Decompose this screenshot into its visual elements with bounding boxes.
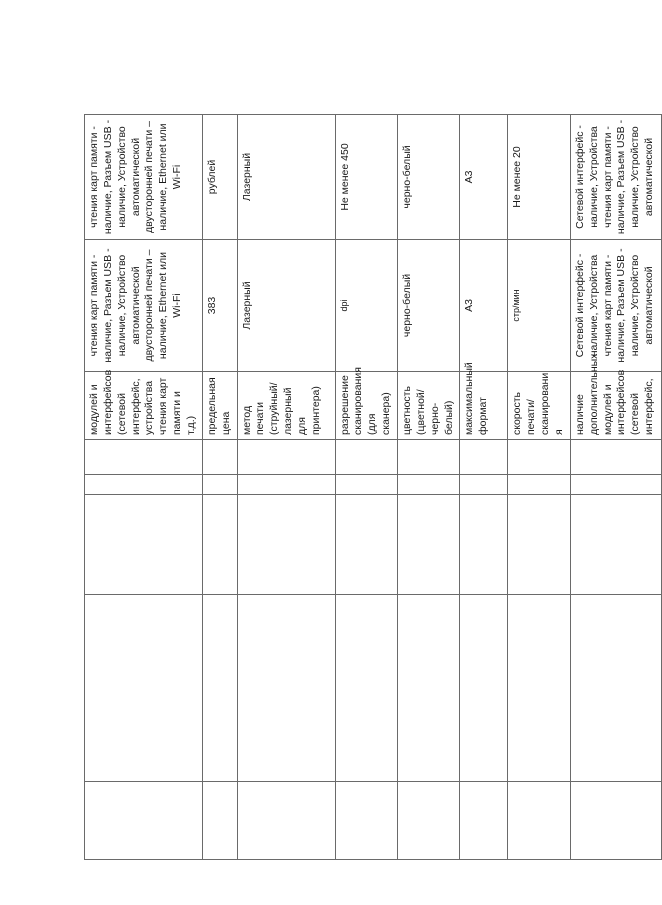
table-row bbox=[508, 115, 570, 860]
empty-cell bbox=[335, 595, 397, 782]
empty-cell bbox=[237, 782, 335, 860]
empty-cell bbox=[508, 475, 570, 495]
empty-cell bbox=[85, 782, 203, 860]
table-row bbox=[85, 115, 203, 860]
empty-cell bbox=[570, 595, 661, 782]
value1-cell: чтения карт памяти - наличие, Разъем USB - наличие, Устройство автоматической двусторонней печати – наличие, Ethernet или Wi-Fi bbox=[85, 240, 203, 372]
value1-cell: черно-белый bbox=[398, 240, 460, 372]
empty-cell bbox=[398, 495, 460, 595]
param-cell: метод печати (струйный/лазерный для принтера) bbox=[237, 372, 335, 440]
table-row bbox=[335, 115, 397, 860]
empty-cell bbox=[85, 475, 203, 495]
empty-cell bbox=[85, 495, 203, 595]
param-cell: цветность (цветной/черно-белый) bbox=[398, 372, 460, 440]
value2-cell: Лазерный bbox=[237, 115, 335, 240]
empty-cell bbox=[570, 495, 661, 595]
empty-cell bbox=[570, 782, 661, 860]
code-cell: 383 bbox=[202, 240, 237, 372]
empty-cell bbox=[508, 495, 570, 595]
param-cell: модулей и интерфейсов (сетевой интерфейс, устройства чтения карт памяти и т.д.) bbox=[85, 372, 203, 440]
empty-cell bbox=[398, 782, 460, 860]
table-row bbox=[237, 115, 335, 860]
param-cell: скорость печати/сканировани я bbox=[508, 372, 570, 440]
specification-table bbox=[84, 114, 662, 860]
empty-cell bbox=[335, 782, 397, 860]
empty-cell bbox=[398, 595, 460, 782]
empty-cell bbox=[398, 440, 460, 475]
empty-cell bbox=[335, 475, 397, 495]
param-cell: максимальный формат bbox=[460, 372, 508, 440]
param-cell: разрешение сканирования (для сканера) bbox=[335, 372, 397, 440]
empty-cell bbox=[237, 495, 335, 595]
empty-cell bbox=[460, 475, 508, 495]
table-row bbox=[570, 115, 661, 860]
empty-cell bbox=[202, 475, 237, 495]
unit-cell: dpi bbox=[335, 240, 397, 372]
empty-cell bbox=[570, 475, 661, 495]
param-cell: предельная цена bbox=[202, 372, 237, 440]
table-row bbox=[202, 115, 237, 860]
empty-cell bbox=[202, 495, 237, 595]
table-row bbox=[398, 115, 460, 860]
table-row bbox=[460, 115, 508, 860]
empty-cell bbox=[335, 495, 397, 595]
empty-cell bbox=[237, 440, 335, 475]
value1-cell: Сетевой интерфейс - наличие, Устройства чтения карт памяти - наличие, Разъем USB - наличие, Устройство автоматической bbox=[570, 240, 661, 372]
empty-cell bbox=[570, 440, 661, 475]
unit-cell: стр/мин bbox=[508, 240, 570, 372]
empty-cell bbox=[335, 440, 397, 475]
value1-cell: Лазерный bbox=[237, 240, 335, 372]
value2-cell: черно-белый bbox=[398, 115, 460, 240]
empty-cell bbox=[237, 475, 335, 495]
empty-cell bbox=[508, 782, 570, 860]
empty-cell bbox=[508, 440, 570, 475]
empty-cell bbox=[460, 440, 508, 475]
value2-cell: Сетевой интерфейс - наличие, Устройства чтения карт памяти - наличие, Разъем USB - наличие, Устройство автоматической bbox=[570, 115, 661, 240]
empty-cell bbox=[460, 495, 508, 595]
empty-cell bbox=[202, 782, 237, 860]
value1-cell: А3 bbox=[460, 240, 508, 372]
empty-cell bbox=[508, 595, 570, 782]
unit-cell: рублей bbox=[202, 115, 237, 240]
empty-cell bbox=[202, 595, 237, 782]
empty-cell bbox=[237, 595, 335, 782]
empty-cell bbox=[460, 782, 508, 860]
value2-cell: А3 bbox=[460, 115, 508, 240]
rotated-page bbox=[84, 115, 656, 860]
value1-cell: Не менее 20 bbox=[508, 115, 570, 240]
empty-cell bbox=[202, 440, 237, 475]
param-cell: наличие дополнительных модулей и интерфейсов (сетевой интерфейс, bbox=[570, 372, 661, 440]
empty-cell bbox=[85, 440, 203, 475]
empty-cell bbox=[460, 595, 508, 782]
empty-cell bbox=[398, 475, 460, 495]
empty-cell bbox=[85, 595, 203, 782]
value2-cell: чтения карт памяти - наличие, Разъем USB - наличие, Устройство автоматической двусторонней печати – наличие, Ethernet или Wi-Fi bbox=[85, 115, 203, 240]
value1-cell: Не менее 450 bbox=[335, 115, 397, 240]
